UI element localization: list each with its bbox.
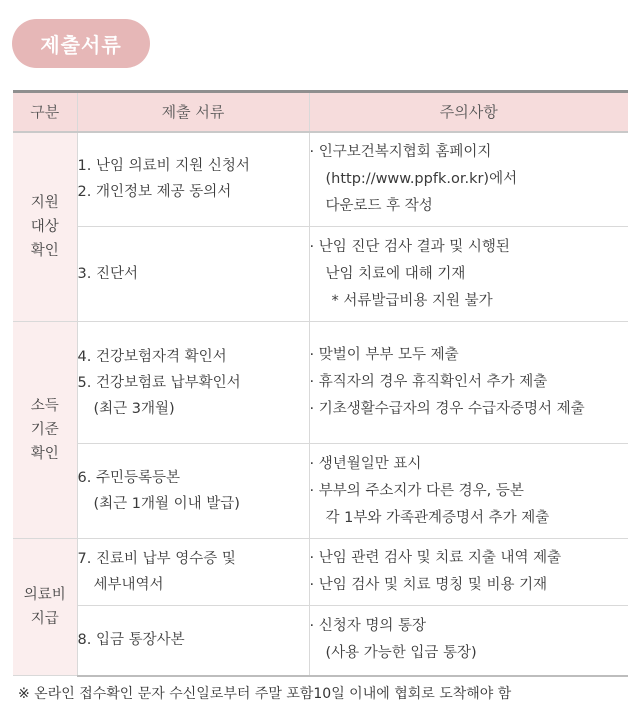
document-item: 2. 개인정보 제공 동의서 xyxy=(77,184,232,201)
note-item: 각 1부와 가족관계증명서 추가 제출 xyxy=(325,509,550,526)
table-row xyxy=(13,606,628,676)
category-cell xyxy=(13,539,77,676)
documents-cell xyxy=(77,539,309,606)
document-item: 1. 난임 의료비 지원 신청서 xyxy=(77,158,250,175)
category-line: 지급 xyxy=(30,611,59,627)
table-row xyxy=(13,227,628,322)
category-line: 기준 xyxy=(30,422,59,438)
document-item: 3. 진단서 xyxy=(77,266,138,282)
category-line: 지원 xyxy=(30,194,59,211)
table-row xyxy=(13,444,628,539)
section-badge: 제출서류 xyxy=(12,19,150,68)
note-item: · 난임 검사 및 치료 명칭 및 비용 기재 xyxy=(309,577,548,593)
notes-cell xyxy=(309,322,628,444)
notes-cell xyxy=(309,227,628,322)
note-item: (http://www.ppfk.or.kr)에서 xyxy=(325,170,518,187)
note-item: · 인구보건복지협회 홈페이지 xyxy=(309,143,492,160)
note-item: · 맞벌이 부부 모두 제출 xyxy=(309,347,459,363)
documents-cell xyxy=(77,322,309,444)
notes-cell xyxy=(309,606,628,676)
note-item: * 서류발급비용 지원 불가 xyxy=(331,292,493,309)
note-item: · 난임 진단 검사 결과 및 시행된 xyxy=(309,238,510,255)
notes-cell xyxy=(309,539,628,606)
note-item: · 생년월일만 표시 xyxy=(309,455,422,472)
category-cell xyxy=(13,132,77,322)
documents-cell xyxy=(77,227,309,322)
documents-cell xyxy=(77,132,309,227)
document-item: 7. 진료비 납부 영수증 및 xyxy=(77,551,236,567)
note-item: · 신청자 명의 통장 xyxy=(309,618,426,635)
category-line: 소득 xyxy=(30,398,59,414)
documents-cell xyxy=(77,606,309,676)
notes-cell xyxy=(309,132,628,227)
note-item: · 난임 관련 검사 및 치료 지출 내역 제출 xyxy=(309,550,562,566)
document-item: (최근 3개월) xyxy=(93,400,175,417)
document-item: 8. 입금 통장사본 xyxy=(77,632,185,649)
note-item: · 기초생활수급자의 경우 수급자증명서 제출 xyxy=(309,401,585,417)
header-category: 구분 xyxy=(13,92,77,132)
category-line: 대상 xyxy=(30,218,59,235)
document-item: 4. 건강보험자격 확인서 xyxy=(77,348,227,365)
note-item: (사용 가능한 입금 통장) xyxy=(325,645,477,662)
table-row xyxy=(13,539,628,606)
document-item: (최근 1개월 이내 발급) xyxy=(93,496,240,512)
header-documents: 제출 서류 xyxy=(77,92,309,132)
documents-table xyxy=(13,90,628,677)
table-header-row xyxy=(13,92,628,132)
note-item: · 부부의 주소지가 다른 경우, 등본 xyxy=(309,482,524,499)
category-line: 의료비 xyxy=(23,587,66,603)
table-row xyxy=(13,132,628,227)
footnote: ※ 온라인 접수확인 문자 수신일로부터 주말 포함10일 이내에 협회로 도착해야 함 xyxy=(18,686,512,702)
header-notes: 주의사항 xyxy=(309,92,628,132)
note-item: 난임 치료에 대해 기재 xyxy=(325,265,466,282)
document-item: 세부내역서 xyxy=(93,577,164,593)
document-item: 5. 건강보험료 납부확인서 xyxy=(77,374,241,391)
category-line: 확인 xyxy=(30,242,59,259)
note-item: · 휴직자의 경우 휴직확인서 추가 제출 xyxy=(309,374,548,390)
table-row xyxy=(13,322,628,444)
notes-cell xyxy=(309,444,628,539)
note-item: 다운로드 후 작성 xyxy=(325,197,433,214)
document-item: 6. 주민등록등본 xyxy=(77,470,180,486)
documents-cell xyxy=(77,444,309,539)
category-cell xyxy=(13,322,77,539)
category-line: 확인 xyxy=(30,446,59,462)
